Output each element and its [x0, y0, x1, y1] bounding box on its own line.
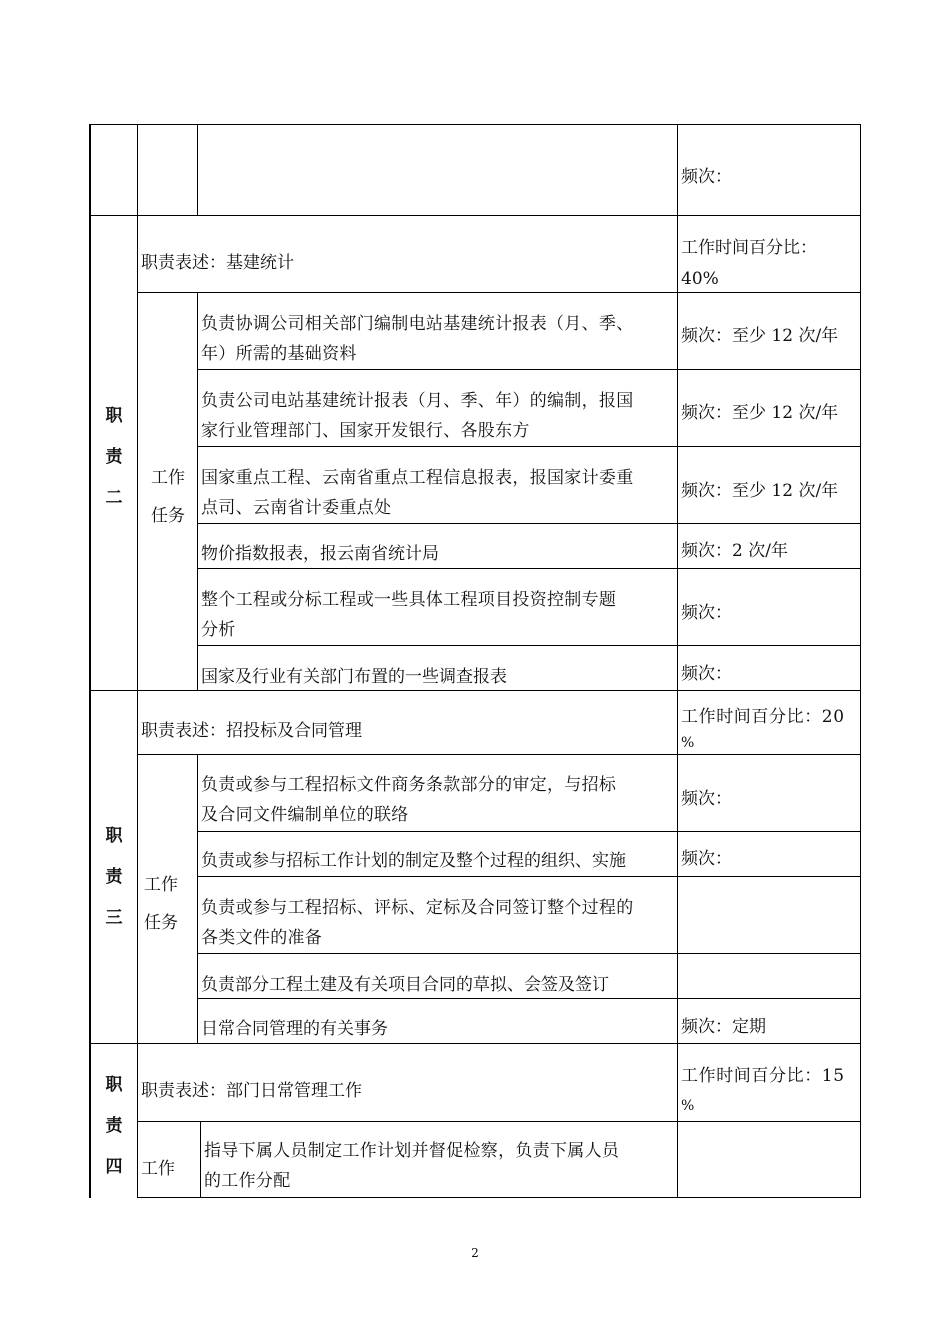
duty3-row1-bottom [197, 831, 861, 832]
duty3-label-char: 责 [105, 867, 123, 887]
duty2-label-char: 职 [105, 406, 123, 426]
duty3-task-5-frequency: 频次：定期 [681, 1017, 766, 1037]
frequency-divider-desc4 [677, 1043, 678, 1121]
duty3-task-label-line: 任务 [144, 913, 178, 933]
duty3-top-border [89, 690, 861, 691]
duty2-task-label [139, 459, 197, 535]
duty4-time-percent-line2: % [681, 1098, 695, 1114]
duty2-task-4-frequency: 频次：2 次/年 [681, 541, 788, 561]
duty3-time-percent-line2: % [681, 735, 695, 751]
task-line: 负责协调公司相关部门编制电站基建统计报表（月、季、 [201, 314, 634, 334]
duty2-task-6-frequency: 频次： [681, 664, 732, 684]
duty3-task-4: 负责部分工程土建及有关项目合同的草拟、会签及签订 [201, 975, 609, 995]
duty4-label-char: 四 [105, 1157, 123, 1177]
frequency-divider-3 [677, 754, 678, 1043]
duty2-time-percent-line1: 工作时间百分比： [681, 238, 817, 258]
frequency-divider-top [677, 124, 678, 215]
top-row-frequency: 频次： [681, 167, 732, 187]
duty2-task-6: 国家及行业有关部门布置的一些调查报表 [201, 667, 507, 687]
duty2-label-char: 二 [105, 488, 123, 508]
duty2-row2-bottom [197, 446, 861, 447]
task-label-divider-4 [200, 1121, 201, 1198]
task-line: 点司、云南省计委重点处 [201, 498, 392, 518]
duty2-top-border [89, 215, 861, 216]
duty2-task-5 [201, 588, 616, 642]
duty4-label-char: 责 [105, 1116, 123, 1136]
task-label-divider-3 [197, 754, 198, 1043]
duty2-desc-bottom [137, 292, 861, 293]
task-line: 负责公司电站基建统计报表（月、季、年）的编制，报国 [201, 391, 634, 411]
duty4-task-label: 工作 [141, 1159, 175, 1179]
duty3-label-char: 职 [105, 826, 123, 846]
duty3-task-2-frequency: 频次： [681, 849, 732, 869]
duty4-top-border [89, 1043, 861, 1044]
duty3-time-percent-line1: 工作时间百分比：20 [681, 707, 845, 727]
duty4-time-percent-line1: 工作时间百分比：15 [681, 1066, 845, 1086]
duty3-task-1-frequency: 频次： [681, 789, 732, 809]
duty2-row1-bottom [197, 369, 861, 370]
duty2-task-1-frequency: 频次：至少 12 次/年 [681, 326, 839, 346]
task-line: 分析 [201, 620, 236, 640]
duty2-task-label-line: 工作 [151, 468, 185, 488]
duty2-description: 职责表述：基建统计 [141, 253, 294, 273]
duty2-task-4: 物价指数报表，报云南省统计局 [201, 544, 439, 564]
duty3-task-5: 日常合同管理的有关事务 [201, 1019, 388, 1039]
task-line: 整个工程或分标工程或一些具体工程项目投资控制专题 [201, 590, 617, 610]
duty3-label [91, 816, 137, 939]
task-line: 及合同文件编制单位的联络 [201, 805, 409, 825]
duty2-row4-bottom [197, 568, 861, 569]
task-label-divider-top [197, 124, 198, 215]
frequency-divider-4 [677, 1121, 678, 1198]
duty2-time-percent-line2: 40% [681, 269, 719, 289]
duty2-task-2 [201, 389, 634, 443]
duty2-label-char: 责 [105, 447, 123, 467]
duty2-task-3 [201, 466, 634, 520]
duty2-row5-bottom [197, 645, 861, 646]
duty4-label [91, 1065, 137, 1188]
duty3-description: 职责表述：招投标及合同管理 [141, 721, 362, 741]
duty3-row2-bottom [197, 876, 861, 877]
task-line: 年）所需的基础资料 [201, 344, 357, 364]
duty2-task-1 [201, 312, 634, 366]
table-right-border [860, 124, 861, 1197]
duty3-task-label [132, 866, 190, 942]
frequency-divider-desc3 [677, 690, 678, 754]
task-line: 各类文件的准备 [201, 928, 323, 948]
duty4-row1-bottom [137, 1197, 861, 1198]
task-line: 的工作分配 [204, 1171, 291, 1191]
task-line: 家行业管理部门、国家开发银行、各股东方 [201, 421, 530, 441]
duty2-task-label-line: 任务 [151, 506, 185, 526]
duty3-task-2: 负责或参与招标工作计划的制定及整个过程的组织、实施 [201, 851, 626, 871]
duty3-task-label-line: 工作 [144, 875, 178, 895]
duty4-task-1 [204, 1139, 619, 1193]
task-line: 负责或参与工程招标、评标、定标及合同签订整个过程的 [201, 898, 634, 918]
duty2-task-5-frequency: 频次： [681, 603, 732, 623]
duty2-row3-bottom [197, 523, 861, 524]
task-line: 负责或参与工程招标文件商务条款部分的审定，与招标 [201, 775, 617, 795]
duty4-description: 职责表述：部门日常管理工作 [141, 1081, 362, 1101]
duty4-desc-bottom [137, 1121, 861, 1122]
duty2-label [91, 396, 137, 519]
frequency-divider-2 [677, 292, 678, 690]
page-number: 2 [471, 1246, 479, 1260]
frequency-divider-desc2 [677, 215, 678, 292]
task-line: 指导下属人员制定工作计划并督促检察，负责下属人员 [204, 1141, 620, 1161]
table-left-border [89, 124, 91, 1198]
duty3-desc-bottom [137, 754, 861, 755]
duty2-task-2-frequency: 频次：至少 12 次/年 [681, 403, 839, 423]
duty-label-column-divider [137, 124, 138, 1198]
duty3-row3-bottom [197, 953, 861, 954]
duty3-task-3 [201, 896, 634, 950]
task-line: 国家重点工程、云南省重点工程信息报表，报国家计委重 [201, 468, 634, 488]
duty4-label-char: 职 [105, 1075, 123, 1095]
duty3-task-1 [201, 773, 616, 827]
duty3-label-char: 三 [105, 908, 123, 928]
duty3-row4-bottom [197, 998, 861, 999]
task-label-divider-2 [197, 292, 198, 690]
table-top-border [89, 124, 861, 125]
duty2-task-3-frequency: 频次：至少 12 次/年 [681, 481, 839, 501]
